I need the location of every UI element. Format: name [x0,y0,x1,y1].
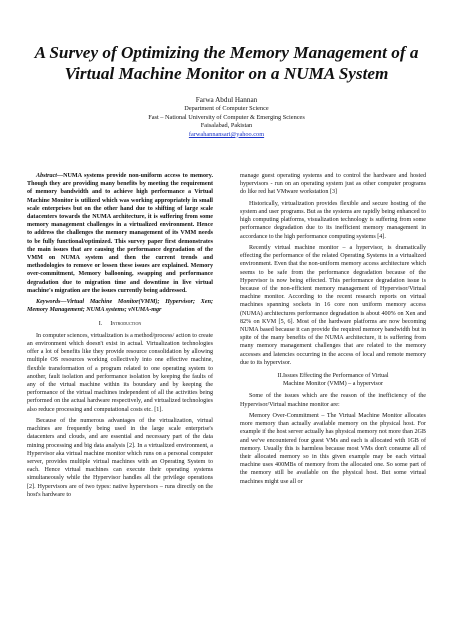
body-paragraph-1: manage guest operating systems and to control the hardware and hosted hypervisors - run on an operating system just as other computer programs do like red hat VMware workstation [3] [240,173,426,196]
right-column [240,172,426,489]
paper-title: A Survey of Optimizing the Memory Management of a Virtual Machine Monitor on a NUMA System [34,43,419,83]
section-number: II. [277,373,284,380]
author-city: Faisalabad, Pakistan [200,122,253,130]
abstract-label: Abstract— [36,173,64,179]
body-paragraph-2: Historically, virtualization provides flexible and secure hosting of the system and user programs. But as the systems are rapidly being enhanced to high computing platforms, visualization technology is suffering from some performance degradation due to its inefficient memory management in accordance to the high performance computing systems [4]. [240,200,426,240]
intro-paragraph-1: In computer sciences, virtualization is a method/process/ action to create an environment which doesn't exist in actual. Virtualization technologies offer a lot of benefits like they provide resource consolidation by allowing multiple OS resources working collectively into one effective machine, flexible transformation of a program related to one operating system to another, fault isolation and performance isolation by keeping the faults of any of the virtual machine within its boundary and by keeping the performance of the virtual machines independent of all the activities being performed on the actual hardware respectively, and virtualized technologies also reduce processing and computational costs etc. [1]. [27,332,213,413]
keywords-text: Virtual Machine Monitor(VMM); Hypervisor; Xen; Memory Management; NUMA systems; vNUMA-mgr [27,299,213,314]
abstract-text: NUMA systems provide non-uniform access to memory. Though they are providing many benefits by meeting the requirement of memory bandwidth and to achieve high performance a Virtual Machine Monitor is utilized which was working appropriately in small scale enterprises but on the other hand due to shifting of large scale datacenters towards the NUMA architecture, it is suffering from some memory management challenges in a virtualized environment. Hence to address the challenges the memory management of its VMM needs to be fully functional/optimized. This survey paper first demonstrates the main issues that are causing the performance degradation of the VMM on NUMA system and then the current trends and methodologies to remove or lessen these issues are explained. Memory over-commitment, Memory ballooning, swapping and performance degradation due to migration time and downtime in live virtual machine's migration are the issues currently being addressed. [27,173,213,294]
author-name: Farwa Abdul Hannan [195,96,258,104]
section-heading-introduction [27,320,213,328]
section-heading-issues [240,372,426,388]
issues-paragraph-2: Memory Over-Commitment – The Virtual Machine Monitor allocates more memory than actually available memory on the physical host. For example if the host server actually has physical memory not more than 2GB and we've encountered four guest VMs and each is allocated with 1GB of memory. Usually this is harmless because most VMs don't consume all of their allocated memory so in this given example may be each virtual machine uses 400MBs of memory from the allocated one. So some part of the memory still be available on the physical host. But some virtual machines might use all or [240,413,426,485]
body-paragraph-3: Recently virtual machine monitor – a hypervisor, is dramatically effecting the performance of the related Operating Systems in a virtualized environment. Even that the non-uniform memory access architecture which seems to be safe from the performance degradation because of the Hypervisor is now being effected. This performance degradation issue is because of the non-efficient memory management of Hypervisor/Virtual machine monitor. According to the recent research reports on virtual machines spanning sockets in 16 core non uniform memory access (NUMA) architectures performance degradation is about 400% on Xen and 82% on KVM [5, 6]. Most of the hardware platforms are now becoming NUMA based because it can provide the required memory bandwidth but in spite of the many benefits of the NUMA architecture, it is suffering from many memory management challenges that are related to the memory accesses and latencies occurring in the access of local and remote memory due to its hypervisor. [240,245,426,366]
intro-paragraph-2: Because of the numerous advantages of the virtualization, virtual machines are frequently being used in the large scale enterprise's datacenters and clouds, and are essential and necessary part of the data mining processing and big data analysis [2]. In a virtualized environment, a Hypervisor aka virtual machine monitor which runs on a personal computer server, provides multiple virtual machines with an Operating System to each. Hence virtual machines can execute their operating systems simultaneously while the Hypervisor handles all the privilege operations [2]. Hypervisors are of two types: native hypervisors – runs directly on the host's hardware to [27,418,213,498]
keywords [27,298,213,314]
left-column [27,172,213,502]
author-department: Department of Computer Science [184,105,269,112]
section-title-line-2: Machine Monitor (VMM) – a hypervisor [282,381,384,388]
issues-paragraph-1: Some of the issues which are the reason of the inefficiency of the Hypervisor/Virtual machine monitor are: [240,393,426,408]
author-block [60,95,393,139]
author-university: Fast – National University of Computer & Emerging Sciences [148,113,305,121]
section-title: Introduction [110,320,142,327]
abstract [27,172,213,295]
section-title-line-1: Issues Effecting the Performance of Virtual [283,373,389,380]
author-email-link[interactable]: farwahannansari@yahoo.com [188,130,265,138]
keywords-label: Keywords— [36,299,67,306]
section-number: I. [98,320,103,327]
